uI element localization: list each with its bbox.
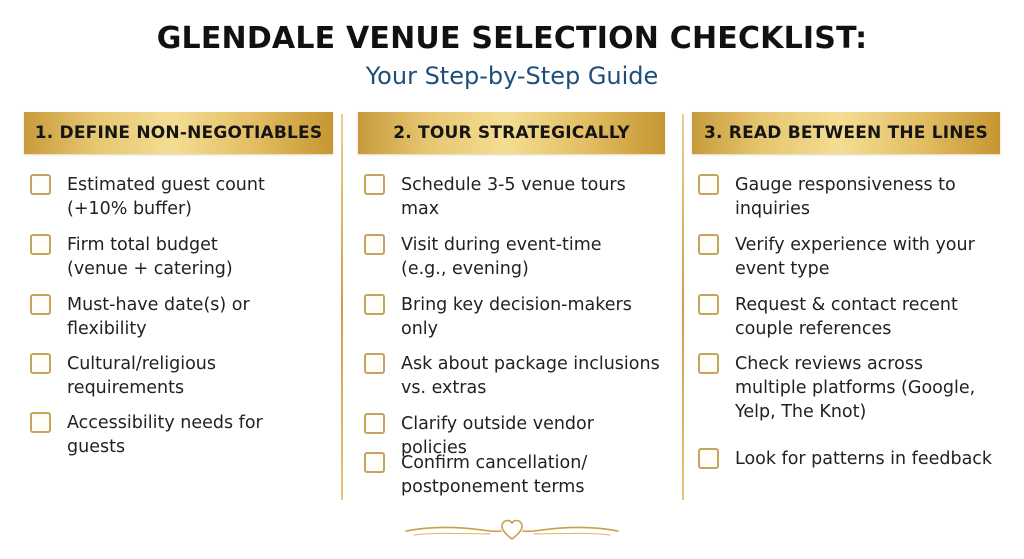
checkbox[interactable] — [698, 234, 719, 255]
column-divider — [682, 114, 684, 500]
checklist-item[interactable] — [364, 451, 587, 499]
column-header: 2. TOUR STRATEGICALLY — [358, 112, 665, 154]
checklist-item[interactable] — [30, 233, 233, 281]
checkbox[interactable] — [30, 353, 51, 374]
checkbox[interactable] — [364, 353, 385, 374]
checklist-item[interactable] — [30, 411, 263, 459]
checklist-item-label: Schedule 3-5 venue tours max — [401, 175, 626, 219]
checkbox[interactable] — [698, 174, 719, 195]
checklist-item-label: Request & contact recent couple references — [735, 295, 958, 339]
checklist-item[interactable] — [698, 173, 956, 221]
checklist-item-label: Check reviews across multiple platforms (Google, Yelp, The Knot) — [735, 354, 976, 422]
checkbox[interactable] — [30, 174, 51, 195]
column-define-non-negotiables — [24, 112, 333, 457]
heart-flourish-icon — [404, 510, 620, 546]
checklist-item[interactable] — [30, 293, 250, 341]
checklist-item-label: Cultural/religious requirements — [67, 354, 216, 398]
checklist-item[interactable] — [364, 352, 660, 400]
checkbox[interactable] — [30, 412, 51, 433]
checkbox[interactable] — [364, 294, 385, 315]
checkbox[interactable] — [364, 413, 385, 434]
checkbox[interactable] — [364, 174, 385, 195]
checkbox[interactable] — [30, 234, 51, 255]
column-divider — [341, 114, 343, 500]
checklist-item-label: Estimated guest count (+10% buffer) — [67, 175, 265, 219]
checkbox[interactable] — [364, 452, 385, 473]
checkbox[interactable] — [698, 294, 719, 315]
checklist-item-label: Gauge responsiveness to inquiries — [735, 175, 956, 219]
page-title: GLENDALE VENUE SELECTION CHECKLIST: — [156, 21, 868, 56]
checklist-item-label: Verify experience with your event type — [735, 235, 975, 279]
checklist-item[interactable] — [698, 447, 992, 471]
checklist-item[interactable] — [364, 173, 626, 221]
checklist-item-label: Firm total budget (venue + catering) — [67, 235, 233, 279]
checklist-item-label: Look for patterns in feedback — [735, 449, 993, 469]
checklist-item-label: Bring key decision-makers only — [401, 295, 632, 339]
page-subtitle: Your Step-by-Step Guide — [365, 62, 659, 90]
checklist-item[interactable] — [364, 293, 632, 341]
column-tour-strategically — [358, 112, 665, 497]
checklist-item[interactable] — [698, 233, 975, 281]
column-header: 3. READ BETWEEN THE LINES — [692, 112, 1000, 154]
column-header: 1. DEFINE NON-NEGOTIABLES — [24, 112, 333, 154]
checkbox[interactable] — [364, 234, 385, 255]
checklist-item[interactable] — [30, 352, 216, 400]
checkbox[interactable] — [30, 294, 51, 315]
checkbox[interactable] — [698, 448, 719, 469]
checklist-item-label: Must-have date(s) or flexibility — [67, 295, 250, 339]
checklist-item[interactable] — [698, 293, 958, 341]
checklist-item-label: Accessibility needs for guests — [67, 413, 263, 457]
checklist-item-label: Clarify outside vendor policies — [401, 414, 594, 458]
checklist-item-label: Visit during event-time (e.g., evening) — [401, 235, 602, 279]
checklist-item-label: Confirm cancellation/ postponement terms — [401, 453, 588, 497]
column-read-between-the-lines — [692, 112, 1000, 469]
checklist-item[interactable] — [698, 352, 975, 424]
checklist-item-label: Ask about package inclusions vs. extras — [401, 354, 660, 398]
checklist-item[interactable] — [364, 233, 602, 281]
checkbox[interactable] — [698, 353, 719, 374]
checklist-item[interactable] — [30, 173, 265, 221]
